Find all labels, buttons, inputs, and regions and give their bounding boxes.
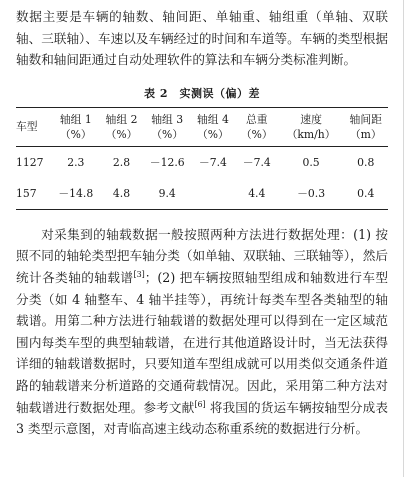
table-cell: 9.4: [158, 186, 176, 200]
table-cell: 0.4: [357, 186, 375, 200]
header-cell: 总重 （%）: [240, 112, 273, 141]
header-cell: 车型: [16, 120, 38, 134]
header-cell: 轴组 2 （%）: [105, 112, 138, 141]
header-cell: 轴组 1 （%）: [59, 112, 92, 141]
table-cell: －0.3: [297, 186, 326, 200]
table-caption: 表 2 实测误（偏）差: [144, 86, 260, 100]
header-cell: 轴间距 （m）: [349, 112, 382, 141]
document-page: [16, 6, 388, 440]
citation-ref-6[interactable]: [6]: [194, 399, 206, 409]
header-cell: 速度 （km/h）: [286, 112, 336, 141]
table-cell: 4.8: [112, 186, 131, 200]
table-cell: 1127: [16, 155, 44, 169]
header-cell: 轴组 3 （%）: [151, 112, 184, 141]
table-cell: －14.8: [58, 186, 94, 200]
intro-paragraph: 数据主要是车辆的轴数、轴间距、单轴重、轴组重（单轴、双联轴、三联轴）、车速以及车辆经过的时间和车道等。车辆的类型根据轴数和轴间距通过自动处理软件的算法和车辆分类标准判断。: [16, 9, 388, 68]
table-cell: 4.4: [248, 186, 266, 200]
body-text-part3: 将我国的货运车辆按轴型分成表 3 类型示意图，对青临高速主线动态称重系统的数据进行分析。: [16, 399, 388, 437]
table-row: [16, 178, 388, 210]
table-cell: 0.8: [357, 155, 375, 169]
body-text-part1: 对采集到的轴载数据一般按照两种方法进行数据处理：(1) 按照不同的轴轮类型把车轴分类（如单轴、双联轴、三联轴等），然后统计各类轴的轴载谱: [16, 226, 388, 285]
error-table: [16, 107, 388, 210]
table-cell: －12.6: [149, 155, 185, 169]
table-cell: 0.5: [302, 155, 320, 169]
body-paragraph: [16, 224, 388, 440]
citation-ref-3[interactable]: [3]: [133, 269, 145, 279]
table-cell: 2.8: [112, 155, 131, 169]
table-cell: －7.4: [242, 155, 271, 169]
table-header-row: [16, 107, 388, 146]
header-cell: 轴组 4 （%）: [196, 112, 229, 141]
table-cell: 157: [16, 186, 37, 200]
table-cell: －7.4: [198, 155, 227, 169]
table-cell: [191, 178, 235, 210]
body-text-part2: ；(2) 把车辆按照轴型组成和轴数进行车型分类（如 4 轴整车、4 轴半挂等），再统计每类车型各类轴型的轴载谱。用第二种方法进行轴载谱的数据处理可以得到在一定区域范围内每类车型的典型轴载谱，在进行其他道路设计时，当无法获得详细的轴载谱数据时，只要知道车型组成就可以用类似交通条件道路的轴载谱来分析道路的交通荷载情况。因此，采用第二种方法对轴载谱进行数据处理。参考文献: [16, 269, 389, 415]
table-row: [16, 146, 388, 178]
table-cell: 2.3: [67, 155, 85, 169]
